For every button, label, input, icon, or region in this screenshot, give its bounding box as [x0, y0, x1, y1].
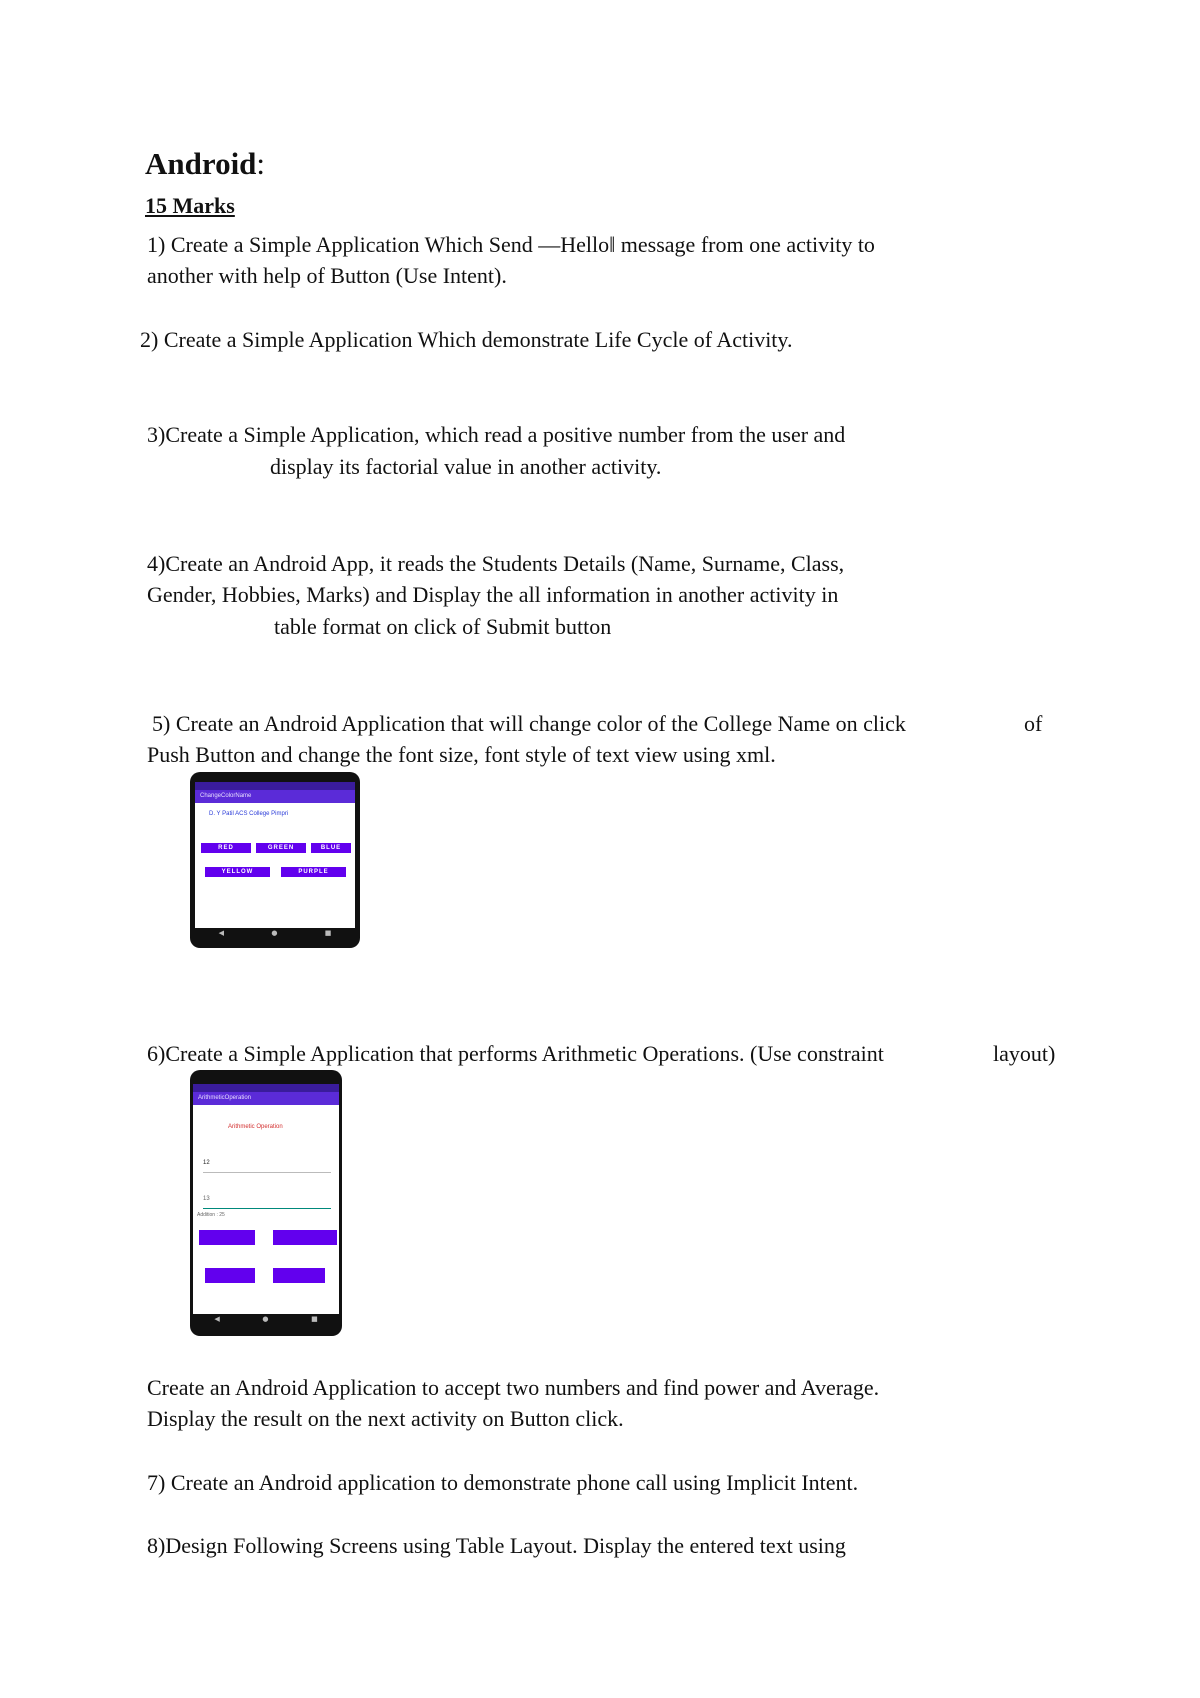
heading-colon: : [256, 146, 266, 181]
question-2-line-1: 2) Create a Simple Application Which demonstrate Life Cycle of Activity. [140, 327, 793, 352]
back-icon: ◀ [214, 1315, 220, 1323]
phone-1-red-button: RED [201, 843, 251, 853]
question-3-line-2: display its factorial value in another activity. [270, 454, 662, 479]
phone-2-app-title: ArithmeticOperation [198, 1095, 252, 1101]
question-7-line-1: 7) Create an Android application to demonstrate phone call using Implicit Intent. [147, 1470, 859, 1495]
phone-1-yellow-button: YELLOW [205, 867, 270, 877]
question-4-line-3: table format on click of Submit button [274, 614, 612, 639]
question-6-line-1-end: layout) [993, 1041, 1056, 1066]
phone-1-nav-bar [195, 928, 355, 938]
question-1-line-1: 1) Create a Simple Application Which Send —Hello‖ message from one activity to [147, 232, 875, 257]
phone-screenshot-arithmetic [190, 1070, 342, 1336]
phone-2-input-1: 12 [203, 1160, 210, 1166]
question-3-line-1: 3)Create a Simple Application, which read a positive number from the user and [147, 422, 846, 447]
phone-2-input-1-underline [203, 1172, 331, 1173]
phone-2-input-2: 13 [203, 1196, 210, 1202]
phone-1-purple-button: PURPLE [281, 867, 346, 877]
extra-question-line-1: Create an Android Application to accept two numbers and find power and Average. [147, 1375, 880, 1400]
phone-2-button-4 [273, 1268, 325, 1283]
back-icon: ◀ [218, 929, 225, 937]
phone-1-college-name: D. Y Patil ACS College Pimpri [209, 811, 289, 817]
phone-2-result: Addition : 25 [197, 1212, 225, 1218]
phone-2-input-2-underline [203, 1208, 331, 1209]
question-8-line-1: 8)Design Following Screens using Table Layout. Display the entered text using [147, 1533, 846, 1558]
phone-screenshot-color-change [190, 772, 360, 948]
phone-1-blue-button: BLUE [311, 843, 351, 853]
question-5-line-1: 5) Create an Android Application that will change color of the College Name on click [152, 711, 906, 736]
question-6-line-1: 6)Create a Simple Application that performs Arithmetic Operations. (Use constraint [147, 1041, 884, 1066]
home-icon: ● [262, 1315, 269, 1323]
phone-2-nav-bar [193, 1314, 339, 1324]
phone-2-button-3 [205, 1268, 255, 1283]
page-heading [145, 146, 265, 182]
heading-title: Android [145, 146, 257, 181]
recents-icon: ■ [311, 1315, 318, 1323]
phone-1-app-title: ChangeColorName [200, 793, 252, 799]
home-icon: ● [271, 929, 278, 937]
question-1-line-2: another with help of Button (Use Intent). [147, 263, 507, 288]
recents-icon: ■ [324, 929, 332, 937]
phone-2-header: Arithmetic Operation [228, 1124, 283, 1130]
question-4-line-1: 4)Create an Android App, it reads the Students Details (Name, Surname, Class, [147, 551, 845, 576]
marks-label: 15 Marks [145, 193, 235, 218]
phone-1-green-button: GREEN [256, 843, 306, 853]
question-4-line-2: Gender, Hobbies, Marks) and Display the all information in another activity in [147, 582, 839, 607]
phone-2-button-1 [199, 1230, 255, 1245]
question-5-line-1-end: of [1024, 711, 1043, 736]
question-5-line-2: Push Button and change the font size, font style of text view using xml. [147, 742, 776, 767]
extra-question-line-2: Display the result on the next activity on Button click. [147, 1406, 624, 1431]
phone-2-button-2 [273, 1230, 337, 1245]
